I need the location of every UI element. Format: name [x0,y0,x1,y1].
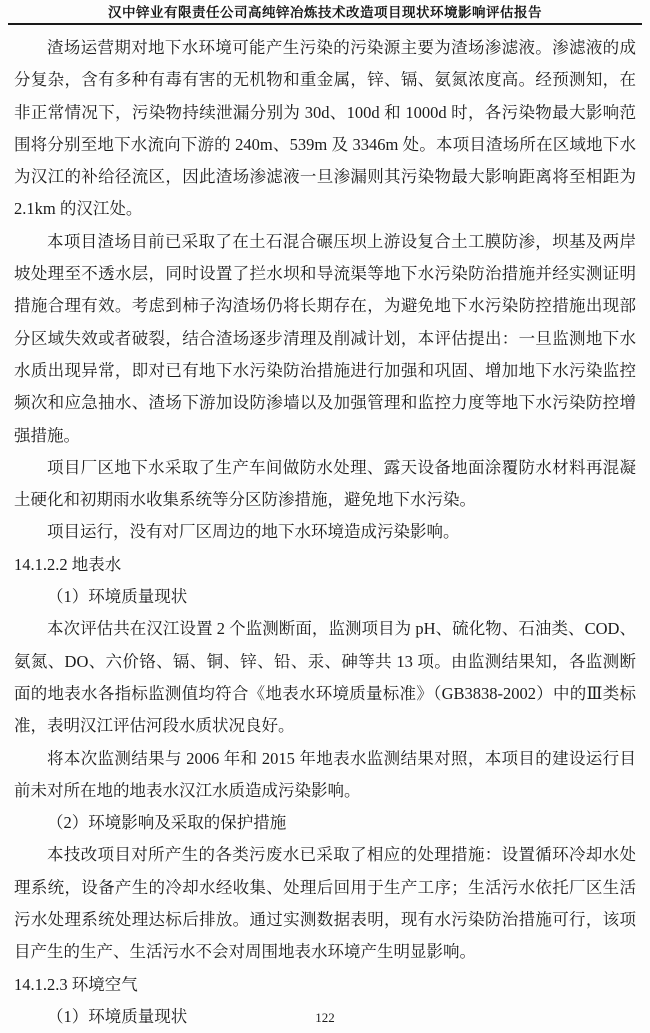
section-heading-ambient-air: 14.1.2.3 环境空气 [14,974,138,994]
header-title: 汉中锌业有限责任公司高纯锌冶炼技术改造项目现状环境影响评估报告 [108,5,542,20]
header-rule [8,23,642,25]
para-monitoring-result-comparison: 将本次监测结果与 2006 年和 2015 年地表水监测结果对照，本项目的建设运行目前未对所在地的地表水汉江水质造成污染影响。 [14,748,636,800]
report-header [0,0,650,21]
section-heading-surface-water: 14.1.2.2 地表水 [14,554,122,574]
para-plant-area-groundwater: 项目厂区地下水采取了生产车间做防水处理、露天设备地面涂覆防水材料再混凝土硬化和初期雨水收集系统等分区防渗措施，避免地下水污染。 [14,457,636,510]
subheading-env-impact-protection-measures: （2）环境影响及采取的保护措施 [47,813,287,833]
para-surface-water-monitoring: 本次评估共在汉江设置 2 个监测断面，监测项目为 pH、硫化物、石油类、COD、氨氮、DO、六价铬、镉、铜、锌、铅、汞、砷等共 13 项。由监测结果知，各监测断面的地表水各指标监测值均符合《地表水环境质量标准》（GB3838-2002）中的Ⅲ类标准，表明汉江评估河段水质状况良好。 [14,619,636,736]
para-operation-no-groundwater-impact: 项目运行，没有对厂区周边的地下水环境造成污染影响。 [47,522,460,542]
para-wastewater-treatment-measures: 本技改项目对所产生的各类污废水已采取了相应的处理措施：设置循环冷却水处理系统，设备产生的冷却水经收集、处理后回用于生产工序；生活污水依托厂区生活污水处理系统处理达标后排放。通过实测数据表明，现有水污染防治措施可行，该项目产生的生产、生活污水不会对周围地表水环境产生明显影响。 [14,845,636,962]
para-groundwater-pollution-source: 渣场运营期对地下水环境可能产生污染的污染源主要为渣场渗滤液。渗滤液的成分复杂，含有多种有毒有害的无机物和重金属，锌、镉、氨氮浓度高。经预测知，在非正常情况下，污染物持续泄漏分别为 30d、100d 和 1000d 时，各污染物最大影响范围将分别至地下水流向下游的 240m、539m 及 3346m 处。本项目渣场所在区域地下水为汉江的补给径流区，因此渣场渗滤液一旦渗漏则其污染物最大影响距离将至相距为 2.1km 的汉江处。 [14,38,636,219]
document-body [14,32,636,1033]
para-seepage-control-measures: 本项目渣场目前已采取了在土石混合碾压坝上游设复合土工膜防渗，坝基及两岸坡处理至不透水层，同时设置了拦水坝和导流渠等地下水污染防治措施并经实测证明措施合理有效。考虑到柿子沟渣场仍将长期存在，为避免地下水污染防控措施出现部分区域失效或者破裂，结合渣场逐步清理及削减计划，本评估提出：一旦监测地下水水质出现异常，即对已有地下水污染防治措施进行加强和巩固、增加地下水污染监控频次和应急抽水、渣场下游加设防渗墙以及加强管理和监控力度等地下水污染防控增强措施。 [14,231,636,445]
subheading-env-quality-status-air: （1）环境质量现状 [47,1006,188,1026]
subheading-env-quality-status-surface-water: （1）环境质量现状 [47,587,188,607]
page-footer [0,1010,650,1026]
page-number: 122 [315,1010,335,1025]
